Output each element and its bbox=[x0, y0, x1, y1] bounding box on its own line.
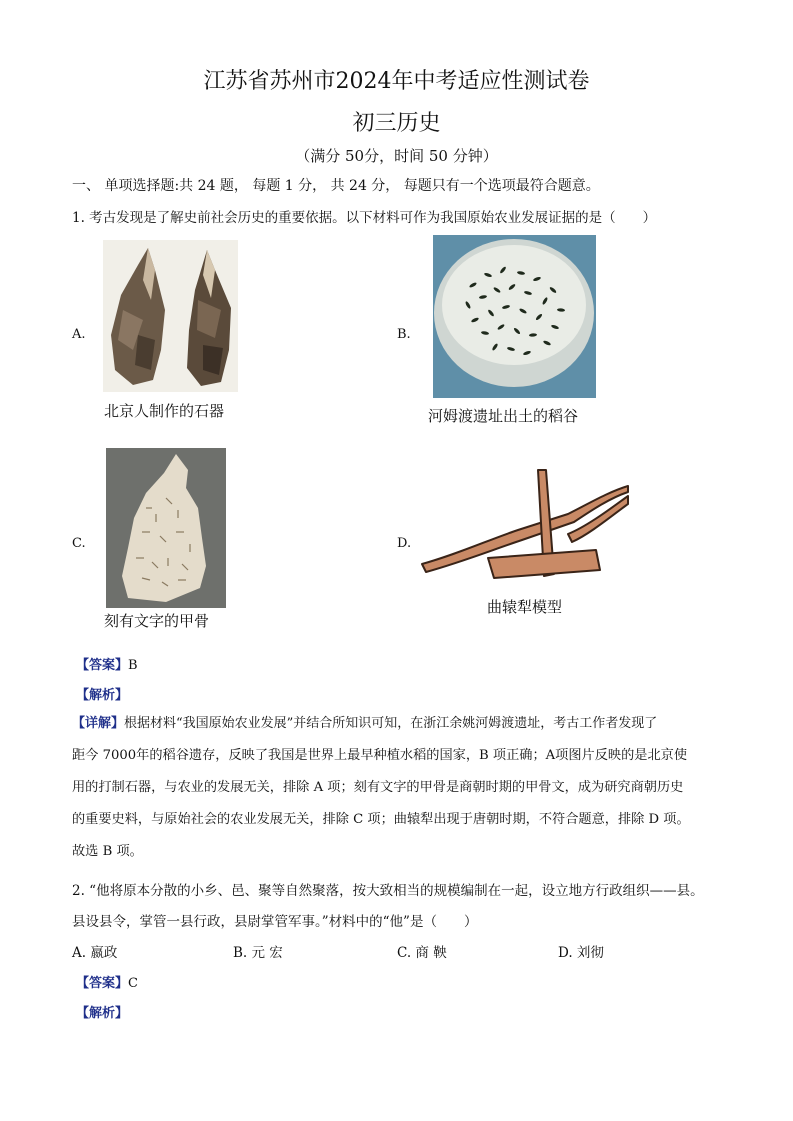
section-heading: 一、 单项选择题:共 24 题， 每题 1 分， 共 24 分， 每题只有一个选项最符合题意。 bbox=[72, 178, 600, 194]
answer-tag: 【答案】 bbox=[76, 976, 129, 991]
q2-option-a: A. 嬴政 bbox=[72, 945, 118, 961]
rice-grains-image bbox=[433, 235, 596, 398]
curved-plough-image bbox=[418, 466, 630, 586]
detail-line: 故选 B 项。 bbox=[72, 844, 143, 859]
detail-line: 用的打制石器，与农业的发展无关，排除 A 项；刻有文字的甲骨是商朝时期的甲骨文，成为研究商朝历史 bbox=[72, 780, 684, 795]
answer-tag: 【答案】 bbox=[76, 658, 129, 673]
score-time-note: （满分 50分，时间 50 分钟） bbox=[295, 147, 498, 165]
option-c-caption: 刻有文字的甲骨 bbox=[104, 612, 210, 630]
q1-detail-paragraph bbox=[72, 708, 732, 868]
q2-answer bbox=[76, 972, 138, 991]
subject-title: 初三历史 bbox=[352, 111, 441, 136]
answer-value: C bbox=[128, 976, 138, 991]
detail-line: 的重要史料，与原始社会的农业发展无关，排除 C 项；曲辕犁出现于唐朝时期，不符合题意，排除 D 项。 bbox=[72, 812, 690, 827]
stone-tools-image bbox=[103, 240, 238, 392]
question-2-stem-line1: 2. “他将原本分散的小乡、邑、聚等自然聚落，按大致相当的规模编制在一起，设立地方行政组织——县。 bbox=[72, 883, 704, 899]
answer-value: B bbox=[128, 658, 138, 673]
detail-tag: 【详解】 bbox=[72, 716, 125, 731]
option-d-label: D. bbox=[397, 536, 412, 551]
oracle-bone-image bbox=[106, 448, 226, 608]
detail-line: 距今 7000年的稻谷遗存，反映了我国是世界上最早种植水稻的国家，B 项正确；A项图片反映的是北京使 bbox=[72, 748, 688, 763]
exam-title: 江苏省苏州市2024年中考适应性测试卷 bbox=[203, 69, 590, 94]
q2-option-d: D. 刘彻 bbox=[558, 945, 604, 961]
question-1-stem: 1. 考古发现是了解史前社会历史的重要依据。以下材料可作为我国原始农业发展证据的是（ ） bbox=[72, 210, 657, 226]
option-d-caption: 曲辕犁模型 bbox=[487, 598, 563, 616]
question-2-stem-line2: 县设县令，掌管一县行政，县尉掌管军事。”材料中的“他”是（ ） bbox=[72, 914, 478, 930]
option-a-label: A. bbox=[72, 327, 86, 342]
q2-option-c: C. 商 鞅 bbox=[397, 945, 447, 961]
q2-option-b: B. 元 宏 bbox=[233, 945, 283, 961]
option-b-caption: 河姆渡遗址出土的稻谷 bbox=[428, 407, 579, 425]
option-b-label: B. bbox=[397, 327, 411, 342]
detail-line: 【详解】根据材料“我国原始农业发展”并结合所知识可知，在浙江余姚河姆渡遗址，考古工作者发现了 bbox=[72, 716, 658, 731]
q1-answer bbox=[76, 654, 138, 673]
q2-analysis-tag: 【解析】 bbox=[76, 1006, 129, 1021]
option-c-label: C. bbox=[72, 536, 86, 551]
q1-analysis-tag: 【解析】 bbox=[76, 688, 129, 703]
option-a-caption: 北京人制作的石器 bbox=[104, 402, 225, 420]
